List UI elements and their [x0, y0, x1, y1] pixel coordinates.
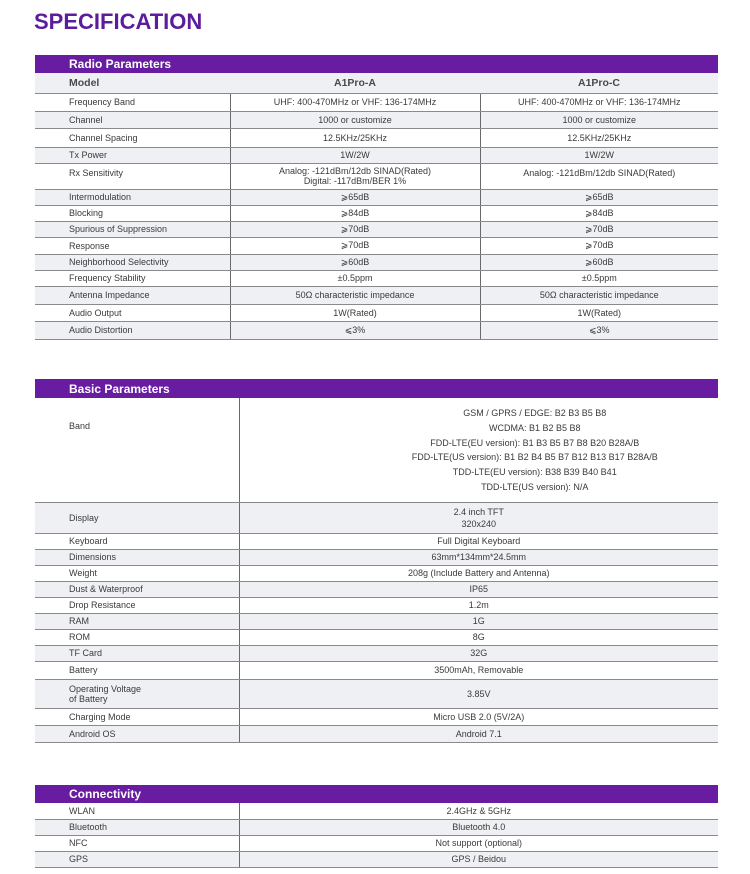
- value-a1pro-a: [230, 147, 480, 163]
- row-value-line: 2.4GHz & 5GHz: [446, 805, 512, 816]
- row-label: Battery: [35, 661, 239, 679]
- band-list-line: GSM / GPRS / EDGE: B2 B3 B5 B8: [463, 408, 607, 418]
- band-list-line: FDD-LTE(EU version): B1 B3 B5 B7 B8 B20 B28A/B: [430, 437, 640, 448]
- row-value-line: 8G: [472, 632, 485, 642]
- value-a1pro-a-line: 12.5KHz/25KHz: [322, 132, 388, 143]
- row-value: [239, 645, 718, 661]
- value-a1pro-a-line: Analog: -121dBm/12db SINAD(Rated): [278, 166, 432, 176]
- row-label: Frequency Stability: [35, 270, 230, 286]
- table-row: [35, 835, 718, 851]
- table-row: [35, 725, 718, 742]
- row-label: Spurious of Suppression: [35, 221, 230, 237]
- value-a1pro-a: [230, 93, 480, 111]
- page-title: SPECIFICATION: [34, 9, 203, 34]
- value-a1pro-a: [230, 111, 480, 128]
- row-label: Keyboard: [35, 533, 239, 549]
- table-row: [35, 661, 718, 679]
- value-a1pro-c: [480, 205, 718, 221]
- value-a1pro-c: [480, 147, 718, 163]
- row-value: [239, 581, 718, 597]
- value-a1pro-a: [230, 286, 480, 304]
- table-row: [35, 645, 718, 661]
- value-a1pro-a-line: 1000 or customize: [318, 114, 392, 125]
- value-a1pro-c-line: 1000 or customize: [562, 114, 637, 125]
- value-a1pro-c-line: ⩾84dB: [584, 207, 614, 218]
- value-a1pro-a: [230, 254, 480, 270]
- table-row: [35, 163, 718, 189]
- row-value: [239, 851, 718, 867]
- radio-parameters-header: Radio Parameters: [35, 55, 718, 73]
- table-row: [35, 254, 718, 270]
- row-label: Tx Power: [35, 147, 230, 163]
- value-a1pro-a-line: ⩽3%: [344, 324, 366, 335]
- value-a1pro-c-line: ⩽3%: [588, 324, 610, 335]
- row-label: Operating Voltage of Battery: [35, 679, 239, 708]
- value-a1pro-c-line: ⩾65dB: [584, 191, 614, 202]
- basic-parameters-section: [35, 379, 718, 743]
- value-a1pro-c-line: ⩾60dB: [584, 256, 614, 267]
- table-row: [35, 270, 718, 286]
- row-value: [239, 565, 718, 581]
- row-label: Display: [35, 502, 239, 533]
- row-label: Neighborhood Selectivity: [35, 254, 230, 270]
- value-a1pro-a-line: Digital: -117dBm/BER 1%: [303, 176, 407, 186]
- value-a1pro-a: [230, 128, 480, 147]
- band-list-line: TDD-LTE(EU version): B38 B39 B40 B41: [452, 467, 617, 478]
- row-value: [239, 679, 718, 708]
- table-row: [35, 549, 718, 565]
- row-value-line: 208g (Include Battery and Antenna): [407, 568, 550, 578]
- row-value-line: Full Digital Keyboard: [437, 536, 521, 546]
- table-row: [35, 237, 718, 254]
- row-value-line: 63mm*134mm*24.5mm: [431, 552, 527, 562]
- row-label: Channel Spacing: [35, 128, 230, 147]
- model-a1pro-c: A1Pro-C: [480, 73, 718, 93]
- row-label: Channel: [35, 111, 230, 128]
- band-list-line: WCDMA: B1 B2 B5 B8: [488, 422, 581, 433]
- row-label: WLAN: [35, 803, 239, 819]
- table-row: [35, 147, 718, 163]
- row-label: TF Card: [35, 645, 239, 661]
- row-value: [239, 835, 718, 851]
- row-value-line: GPS / Beidou: [451, 854, 507, 864]
- value-a1pro-a-line: ⩾70dB: [340, 240, 370, 250]
- table-row: [35, 93, 718, 111]
- row-value-line: 1G: [472, 616, 485, 626]
- row-value: [239, 549, 718, 565]
- row-label: Frequency Band: [35, 93, 230, 111]
- row-label: Audio Output: [35, 304, 230, 321]
- model-a1pro-a: A1Pro-A: [230, 73, 480, 93]
- row-value-line: Android 7.1: [455, 728, 502, 739]
- row-label: ROM: [35, 629, 239, 645]
- value-a1pro-c: [480, 286, 718, 304]
- value-a1pro-c: [480, 189, 718, 205]
- value-a1pro-c-line: 1W(Rated): [577, 307, 621, 318]
- value-a1pro-a: [230, 321, 480, 339]
- row-value-line: 3500mAh, Removable: [434, 665, 524, 675]
- row-value-line: 32G: [470, 648, 488, 658]
- table-row: [35, 581, 718, 597]
- value-a1pro-a-line: ⩾70dB: [340, 223, 370, 234]
- value-a1pro-a-line: ±0.5ppm: [337, 273, 373, 283]
- row-label: RAM: [35, 613, 239, 629]
- row-label: Drop Resistance: [35, 597, 239, 613]
- row-label: Dust & Waterproof: [35, 581, 239, 597]
- value-a1pro-a: [230, 163, 480, 189]
- value-a1pro-a: [230, 205, 480, 221]
- table-row: [35, 111, 718, 128]
- value-a1pro-a: [230, 304, 480, 321]
- table-row: [35, 533, 718, 549]
- value-a1pro-c: [480, 321, 718, 339]
- row-value: [239, 533, 718, 549]
- row-value: [239, 819, 718, 835]
- basic-parameters-table: [35, 398, 718, 743]
- value-a1pro-c-line: 12.5KHz/25KHz: [567, 132, 632, 143]
- table-row: [35, 189, 718, 205]
- row-value: [239, 613, 718, 629]
- value-a1pro-a-line: 1W/2W: [340, 150, 370, 160]
- row-label: Intermodulation: [35, 189, 230, 205]
- table-row: [35, 613, 718, 629]
- value-a1pro-c: [480, 237, 718, 254]
- value-a1pro-c: [480, 270, 718, 286]
- row-label: GPS: [35, 851, 239, 867]
- table-row: [35, 679, 718, 708]
- value-a1pro-a-line: UHF: 400-470MHz or VHF: 136-174MHz: [273, 97, 437, 107]
- value-a1pro-c-line: UHF: 400-470MHz or VHF: 136-174MHz: [517, 97, 681, 107]
- model-header-row: [35, 73, 718, 93]
- row-value-line: Not support (optional): [435, 838, 523, 848]
- row-label: Dimensions: [35, 549, 239, 565]
- value-a1pro-c: [480, 221, 718, 237]
- value-a1pro-c: [480, 93, 718, 111]
- row-value: [239, 661, 718, 679]
- value-a1pro-a: [230, 237, 480, 254]
- value-a1pro-c-line: Analog: -121dBm/12db SINAD(Rated): [523, 167, 676, 178]
- value-a1pro-a-line: 50Ω characteristic impedance: [295, 290, 415, 300]
- row-value-line: 1.2m: [468, 600, 489, 610]
- value-a1pro-c: [480, 163, 718, 189]
- row-label: Weight: [35, 565, 239, 581]
- model-label: Model: [35, 73, 230, 93]
- table-row: [35, 803, 718, 819]
- row-label: Response: [35, 237, 230, 254]
- row-value-line: Bluetooth 4.0: [452, 822, 506, 832]
- value-a1pro-c: [480, 128, 718, 147]
- radio-parameters-table: [35, 73, 718, 340]
- value-a1pro-c: [480, 254, 718, 270]
- row-value-line: IP65: [469, 584, 488, 594]
- value-a1pro-c-line: 50Ω characteristic impedance: [539, 290, 659, 300]
- row-label: Rx Sensitivity: [35, 163, 230, 189]
- table-row: [35, 502, 718, 533]
- value-a1pro-c-line: 1W/2W: [584, 150, 614, 160]
- table-row: [35, 565, 718, 581]
- row-label: Bluetooth: [35, 819, 239, 835]
- connectivity-table: [35, 803, 718, 868]
- table-row: [35, 286, 718, 304]
- basic-parameters-header: Basic Parameters: [35, 379, 718, 398]
- row-value: [239, 708, 718, 725]
- table-row: [35, 205, 718, 221]
- row-label: Antenna Impedance: [35, 286, 230, 304]
- value-a1pro-c-line: ±0.5ppm: [581, 273, 617, 283]
- table-row: [35, 398, 718, 502]
- value-a1pro-a: [230, 221, 480, 237]
- value-a1pro-a-line: ⩾60dB: [340, 256, 370, 267]
- value-a1pro-c: [480, 304, 718, 321]
- band-list: [239, 398, 718, 502]
- row-value: [239, 725, 718, 742]
- row-value-line: 2.4 inch TFT: [453, 506, 504, 517]
- row-value-line: 3.85V: [466, 688, 491, 699]
- value-a1pro-c: [480, 111, 718, 128]
- row-label: Audio Distortion: [35, 321, 230, 339]
- band-list-line: TDD-LTE(US version): N/A: [481, 481, 589, 492]
- table-row: [35, 851, 718, 867]
- row-value: [239, 629, 718, 645]
- table-row: [35, 304, 718, 321]
- row-label: Blocking: [35, 205, 230, 221]
- value-a1pro-a-line: 1W(Rated): [333, 307, 377, 318]
- table-row: [35, 128, 718, 147]
- connectivity-section: [35, 785, 718, 868]
- row-value: [239, 803, 718, 819]
- value-a1pro-a-line: ⩾84dB: [340, 207, 370, 218]
- band-list-line: FDD-LTE(US version): B1 B2 B4 B5 B7 B12 B13 B17 B28A/B: [411, 452, 658, 463]
- table-row: [35, 819, 718, 835]
- row-value: [239, 597, 718, 613]
- table-row: [35, 629, 718, 645]
- row-value-line: 320x240: [461, 518, 497, 529]
- row-label: NFC: [35, 835, 239, 851]
- row-label: Charging Mode: [35, 708, 239, 725]
- connectivity-header: Connectivity: [35, 785, 718, 803]
- value-a1pro-a-line: ⩾65dB: [340, 191, 370, 202]
- radio-parameters-section: [35, 55, 718, 340]
- value-a1pro-a: [230, 189, 480, 205]
- table-row: [35, 708, 718, 725]
- table-row: [35, 221, 718, 237]
- value-a1pro-c-line: ⩾70dB: [584, 223, 614, 234]
- row-value-line: Micro USB 2.0 (5V/2A): [433, 711, 525, 722]
- row-label: Band: [35, 398, 239, 502]
- table-row: [35, 321, 718, 339]
- row-value: [239, 502, 718, 533]
- row-label: Android OS: [35, 725, 239, 742]
- value-a1pro-c-line: ⩾70dB: [584, 240, 614, 250]
- table-row: [35, 597, 718, 613]
- value-a1pro-a: [230, 270, 480, 286]
